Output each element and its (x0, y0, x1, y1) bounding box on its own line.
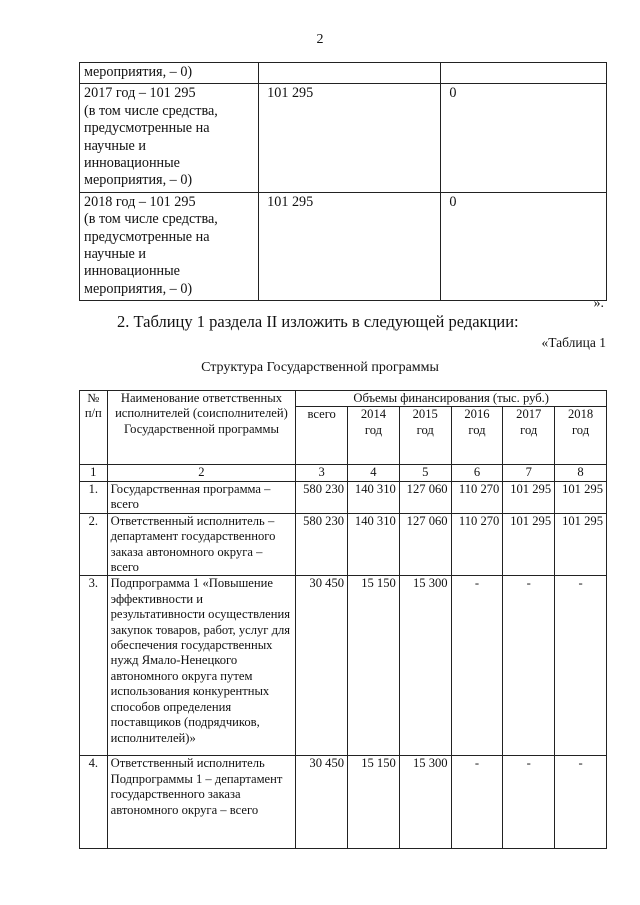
header-year-2014: 2014 год (348, 407, 400, 465)
amount-cell: 101 295 (259, 192, 441, 300)
financing-continuation-table (79, 62, 607, 301)
cell-2016: - (451, 576, 503, 756)
other-cell: 0 (441, 84, 607, 192)
cell-2018: - (555, 756, 607, 849)
table-title: Структура Государственной программы (201, 360, 439, 375)
table-row (80, 481, 607, 513)
cell-2018: 101 295 (555, 513, 607, 576)
amount-cell: 101 295 (259, 84, 441, 192)
cell-2018: - (555, 576, 607, 756)
row-name: Подпрограмма 1 «Повышение эффективности и результативности осуществления закупок товаров, работ, услуг для обеспечения государственных нужд Ямало-Ненецкого автономного округа путем использования конкурентных способов определения поставщиков (подрядчиков, исполнителей)» (107, 576, 296, 756)
table-row (80, 513, 607, 576)
header-year-2015: 2015 год (399, 407, 451, 465)
index-cell: 5 (399, 465, 451, 481)
program-structure-table (79, 390, 607, 849)
amount-cell (259, 63, 441, 84)
index-cell: 6 (451, 465, 503, 481)
cell-2015: 15 300 (399, 576, 451, 756)
index-cell: 8 (555, 465, 607, 481)
index-cell: 4 (348, 465, 400, 481)
header-row (80, 391, 607, 407)
cell-2016: 110 270 (451, 481, 503, 513)
cell-2017: - (503, 756, 555, 849)
header-financing: Объемы финансирования (тыс. руб.) (296, 391, 607, 407)
index-cell: 7 (503, 465, 555, 481)
header-total: всего (296, 407, 348, 465)
amendment-item: 2. Таблицу 1 раздела II изложить в следующей редакции: (117, 312, 519, 331)
header-name: Наименование ответственных исполнителей (соисполнителей) Государственной программы (107, 391, 296, 465)
other-cell (441, 63, 607, 84)
header-year-2017: 2017 год (503, 407, 555, 465)
table-row (80, 192, 607, 300)
header-year-2016: 2016 год (451, 407, 503, 465)
closing-quote: ». (593, 296, 604, 311)
cell-2015: 127 060 (399, 481, 451, 513)
header-year-2018: 2018 год (555, 407, 607, 465)
row-number: 4. (80, 756, 108, 849)
other-cell: 0 (441, 192, 607, 300)
table-reference: «Таблица 1 (541, 335, 606, 350)
table-row (80, 576, 607, 756)
row-number: 2. (80, 513, 108, 576)
cell-2017: - (503, 576, 555, 756)
cell-total: 580 230 (296, 513, 348, 576)
row-name: Ответственный исполнитель Подпрограммы 1 – департамент государственного заказа автономного округа – всего (107, 756, 296, 849)
index-cell: 2 (107, 465, 296, 481)
cell-2017: 101 295 (503, 481, 555, 513)
table-row (80, 84, 607, 192)
cell-total: 580 230 (296, 481, 348, 513)
cell-2016: - (451, 756, 503, 849)
row-number: 1. (80, 481, 108, 513)
cell-total: 30 450 (296, 576, 348, 756)
cell-2014: 15 150 (348, 756, 400, 849)
cell-2014: 140 310 (348, 481, 400, 513)
cell-2015: 15 300 (399, 756, 451, 849)
page-number: 2 (316, 32, 324, 47)
table-row (80, 756, 607, 849)
row-name: Ответственный исполнитель – департамент государственного заказа автономного округа – всего (107, 513, 296, 576)
column-index-row (80, 465, 607, 481)
row-number: 3. (80, 576, 108, 756)
cell-2014: 15 150 (348, 576, 400, 756)
cell-2018: 101 295 (555, 481, 607, 513)
index-cell: 3 (296, 465, 348, 481)
row-name: Государственная программа – всего (107, 481, 296, 513)
cell-2014: 140 310 (348, 513, 400, 576)
period-cell: 2017 год – 101 295 (в том числе средства, предусмотренные на научные и инновационные мероприятия, – 0) (80, 84, 259, 192)
header-no: № п/п (80, 391, 108, 465)
period-cell: 2018 год – 101 295 (в том числе средства, предусмотренные на научные и инновационные мероприятия, – 0) (80, 192, 259, 300)
table-row (80, 63, 607, 84)
index-cell: 1 (80, 465, 108, 481)
cell-2017: 101 295 (503, 513, 555, 576)
cell-2015: 127 060 (399, 513, 451, 576)
period-cell: мероприятия, – 0) (80, 63, 259, 84)
cell-total: 30 450 (296, 756, 348, 849)
cell-2016: 110 270 (451, 513, 503, 576)
